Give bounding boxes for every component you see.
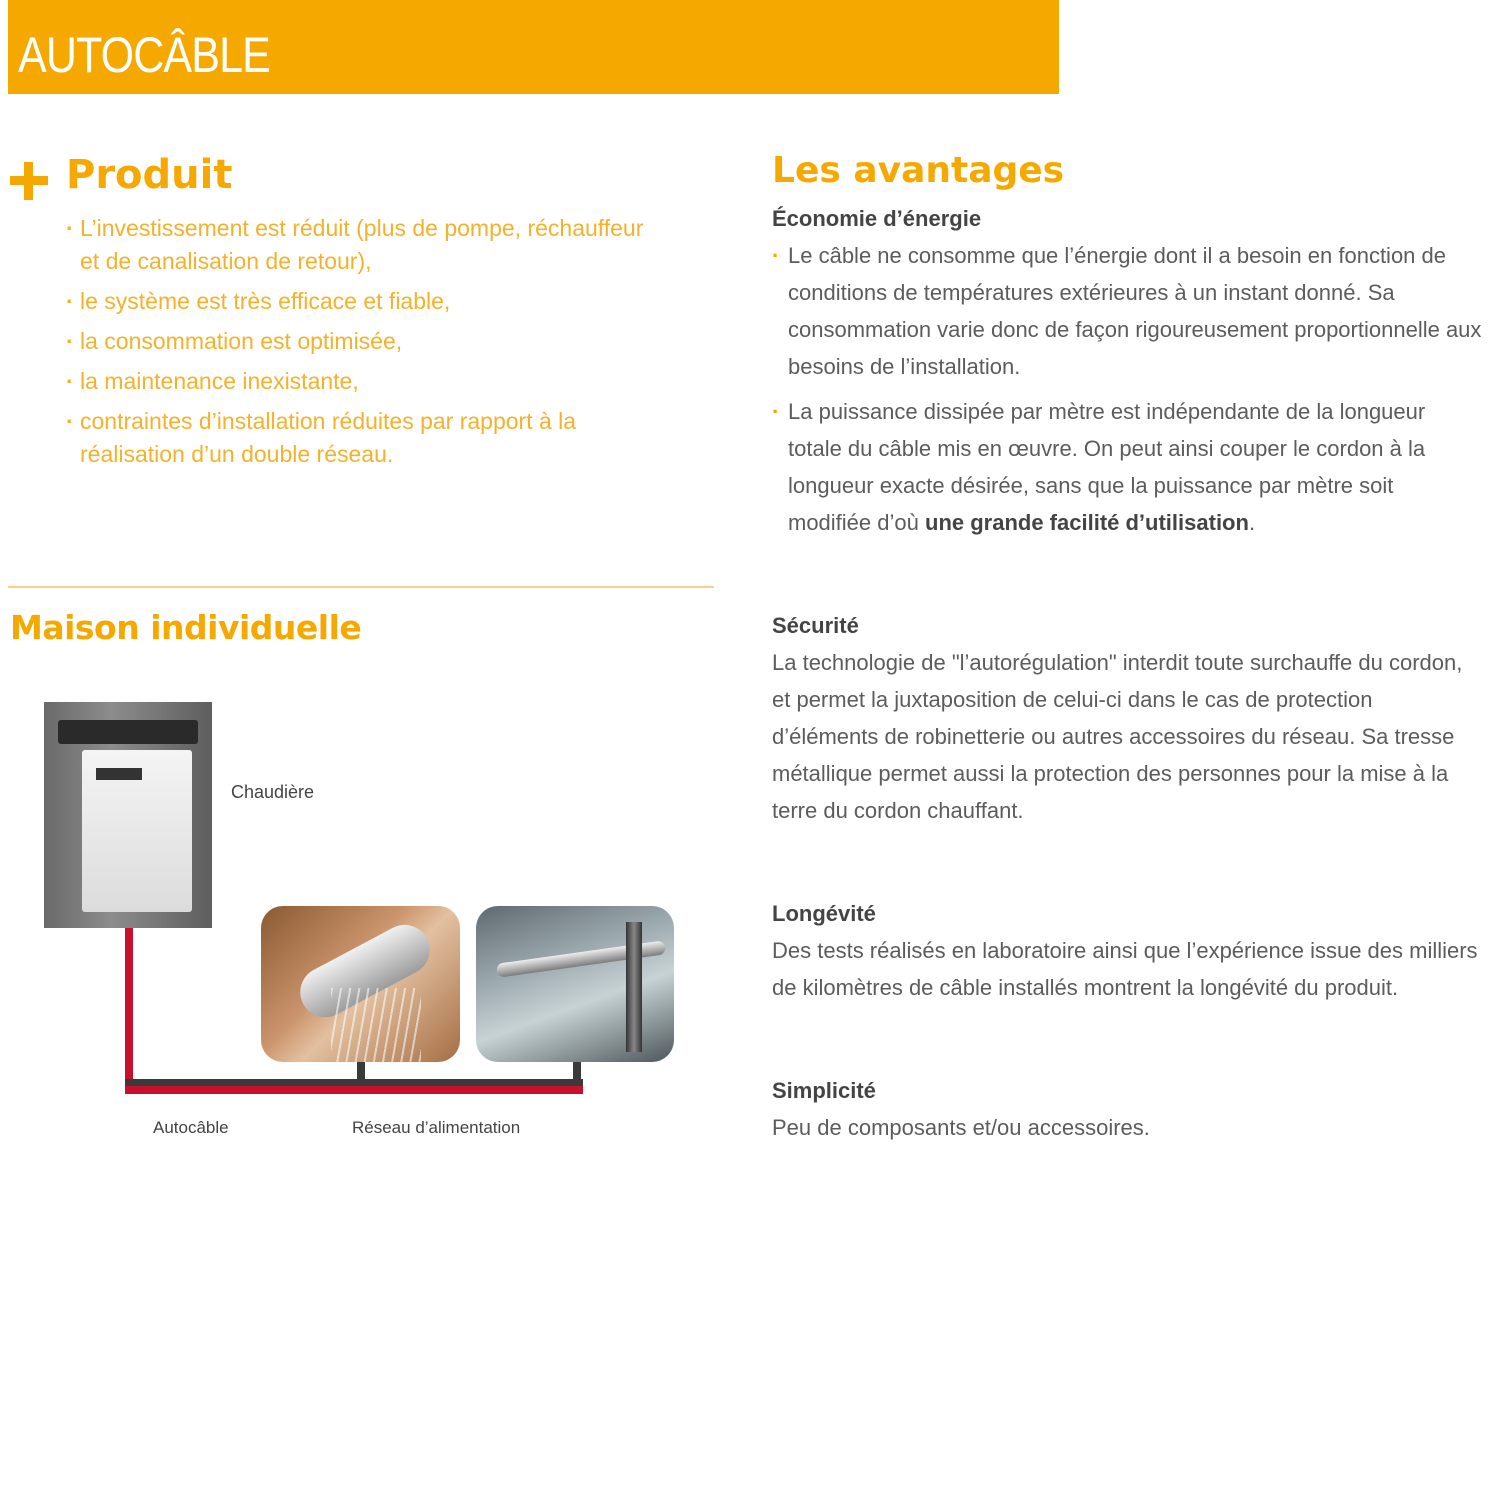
- boiler-top: [58, 720, 198, 744]
- list-item: · la maintenance inexistante,: [66, 365, 666, 398]
- simplicite-text: Peu de composants et/ou accessoires.: [772, 1115, 1150, 1140]
- securite-section: [772, 607, 1482, 829]
- reseau-pipe-horizontal: [125, 1079, 583, 1086]
- avantages-title: Les avantages: [772, 150, 1065, 191]
- economie-bullet-2-end: .: [1248, 510, 1256, 535]
- shower-spray: [331, 988, 421, 1062]
- boiler-photo: [44, 702, 212, 928]
- list-item: · L’investissement est réduit (plus de pompe, réchauffeur et de canalisation de retour),: [66, 212, 666, 278]
- label-chaudiere: Chaudière: [231, 782, 315, 802]
- produit-title: Produit: [66, 152, 233, 198]
- plus-icon: [10, 162, 48, 200]
- economie-bullet-2-text: La puissance dissipée par mètre est indépendante de la longueur totale du câble mis en œuvre. On peut ainsi couper le cordon à la longueur exacte désirée, sans que la puissance par mètre soit modifiée d’où: [788, 399, 1426, 535]
- produit-list: [66, 212, 666, 478]
- faucet-photo: [476, 906, 674, 1062]
- economie-bullet-2: [772, 393, 1482, 541]
- simplicite-section: [772, 1072, 1482, 1146]
- economie-bullet-2-strong: une grande facilité d’utilisation: [925, 510, 1249, 535]
- header-banner: [8, 0, 1059, 94]
- faucet-stem: [626, 922, 642, 1052]
- list-item: · la consommation est optimisée,: [66, 325, 666, 358]
- simplicite-heading: Simplicité: [772, 1078, 876, 1103]
- list-item: · contraintes d’installation réduites par rapport à la réalisation d’un double réseau.: [66, 405, 666, 471]
- installation-diagram: [0, 690, 720, 1170]
- securite-text: La technologie de "l’autorégulation" interdit toute surchauffe du cordon, et permet la juxtaposition de celui-ci dans le cas de protection d’éléments de robinetterie ou autres accessoires du réseau. Sa tresse métallique permet aussi la protection des personnes pour la mise à la terre du cordon chauffant.: [772, 650, 1463, 823]
- economie-bullet-1: · Le câble ne consomme que l’énergie dont il a besoin en fonction de conditions de températures extérieures à un instant donné. Sa consommation varie donc de façon rigoureusement proportionnelle aux besoins de l’installation.: [772, 237, 1482, 385]
- longevite-text: Des tests réalisés en laboratoire ainsi que l’expérience issue des milliers de kilomètres de câble installés montrent la longévité du produit.: [772, 938, 1478, 1000]
- economie-section: [772, 200, 1482, 541]
- autocable-pipe-vertical: [125, 928, 133, 1094]
- longevite-heading: Longévité: [772, 901, 876, 926]
- reseau-pipe-shower: [357, 1062, 365, 1086]
- maison-title: Maison individuelle: [10, 608, 362, 647]
- autocable-pipe-horizontal: [125, 1086, 583, 1094]
- economie-heading: Économie d’énergie: [772, 206, 982, 231]
- securite-heading: Sécurité: [772, 613, 859, 638]
- page-title: AUTOCÂBLE: [18, 27, 270, 83]
- list-item: · le système est très efficace et fiable,: [66, 285, 666, 318]
- boiler-panel: [96, 768, 142, 780]
- label-reseau: Réseau d’alimentation: [352, 1118, 521, 1137]
- label-autocable: Autocâble: [153, 1118, 229, 1137]
- avantages-content: [772, 200, 1482, 1146]
- reseau-pipe-faucet: [573, 1062, 581, 1086]
- section-divider: [8, 586, 714, 588]
- longevite-section: [772, 895, 1482, 1006]
- shower-photo: [261, 906, 460, 1062]
